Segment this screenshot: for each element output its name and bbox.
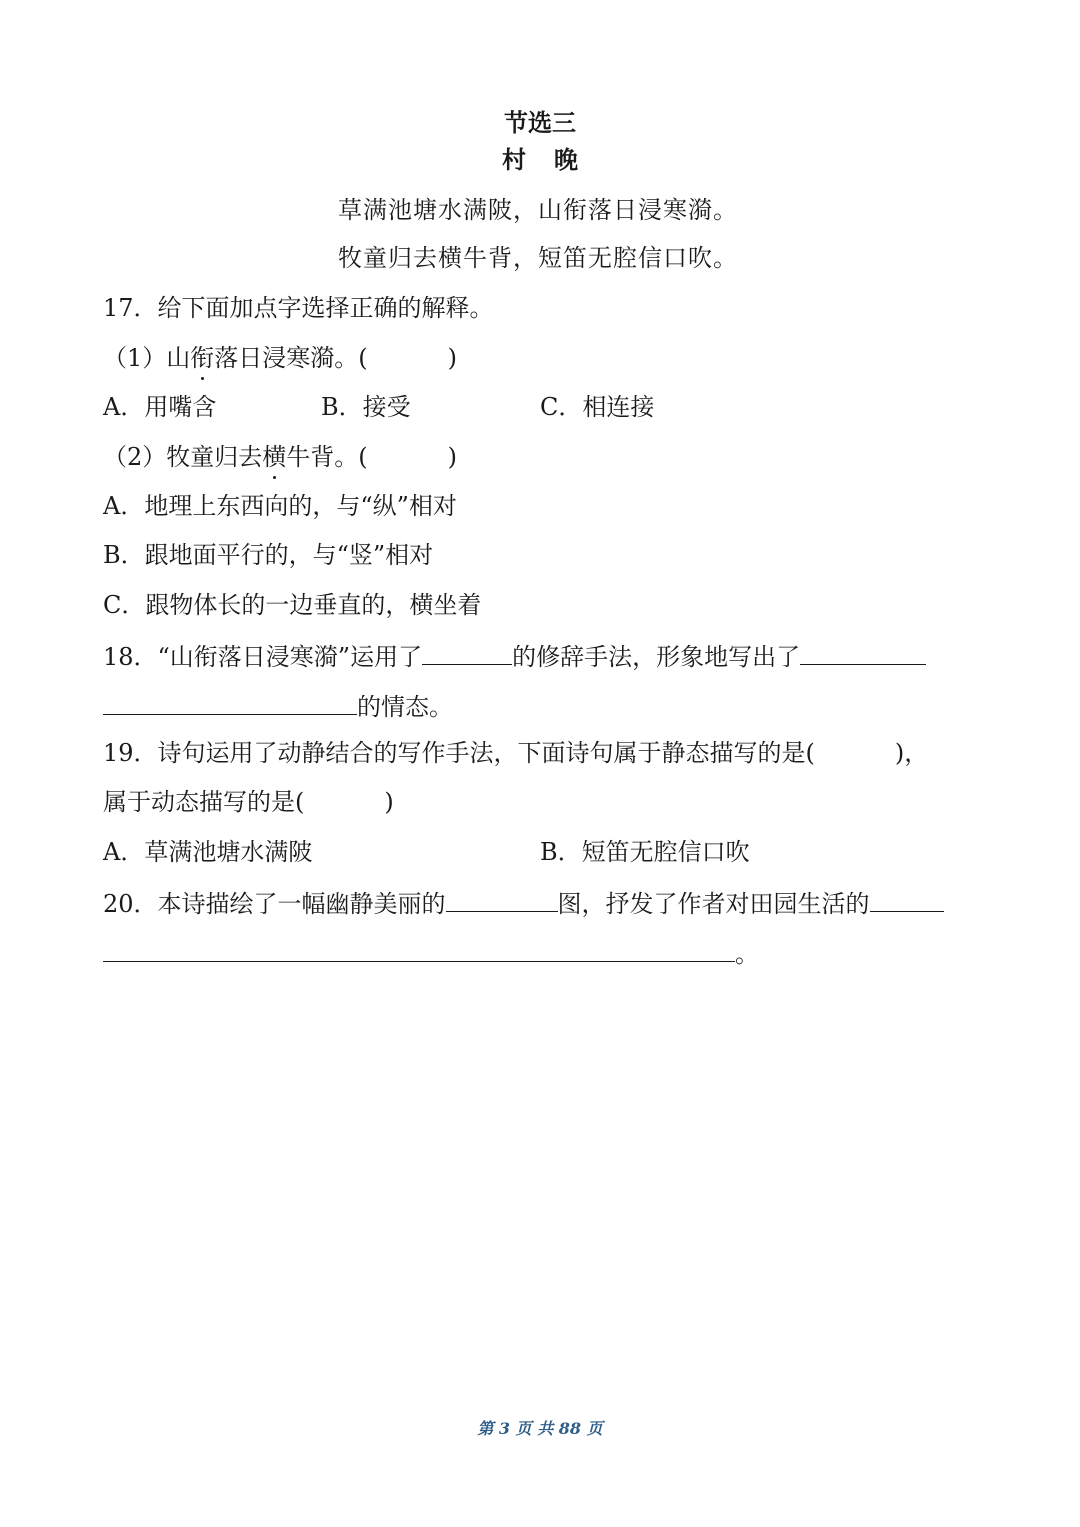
- option-a: A．地理上东西向的，与“纵”相对: [103, 492, 457, 520]
- sub1-text-pre: （1）山: [103, 344, 191, 372]
- option-a: A．草满池塘水满陂: [103, 838, 313, 866]
- emphasis-char-xian: 衔: [190, 344, 215, 372]
- q18-part2: 的修辞手法，形象地写出了: [512, 643, 801, 671]
- q20-part3: 。: [735, 940, 759, 968]
- option-b: B．接受: [321, 393, 411, 421]
- q20-part1: 20．本诗描绘了一幅幽静美丽的: [103, 890, 446, 918]
- q18-part3: 的情态。: [357, 693, 453, 721]
- q18-part1: 18．“山衔落日浸寒漪”运用了: [103, 643, 423, 671]
- sub1-close-paren: ): [447, 344, 458, 372]
- question-19-line-2: [103, 786, 394, 818]
- fill-blank[interactable]: [870, 885, 944, 912]
- option-b: B．跟地面平行的，与“竖”相对: [103, 541, 434, 569]
- question-17-stem: 17．给下面加点字选择正确的解释。: [103, 294, 494, 322]
- sub2-text-post: 牛背。(: [286, 443, 368, 471]
- question-17-sub1: [103, 342, 457, 374]
- question-17-sub2: [103, 441, 457, 473]
- option-c: C．跟物体长的一边垂直的，横坐着: [103, 591, 482, 619]
- option-c: C．相连接: [540, 393, 655, 421]
- option-a: A．用嘴含: [103, 393, 217, 421]
- poem-title: 村晚: [502, 145, 606, 174]
- q20-part2: 图，抒发了作者对田园生活的: [557, 890, 870, 918]
- fill-blank[interactable]: [103, 688, 357, 715]
- q19-line2-a: 属于动态描写的是(: [103, 788, 305, 816]
- emphasis-char-heng: 横: [262, 443, 287, 471]
- fill-blank[interactable]: [422, 638, 512, 665]
- sub1-text-post: 落日浸寒漪。(: [214, 344, 368, 372]
- question-20-line-1: [103, 885, 944, 920]
- fill-blank[interactable]: [800, 638, 926, 665]
- sub2-text-pre: （2）牧童归去: [103, 443, 263, 471]
- question-18-line-2: [103, 688, 453, 723]
- q19-line1-b: )，: [894, 739, 929, 767]
- option-b: B．短笛无腔信口吹: [540, 838, 750, 866]
- sub2-close-paren: ): [447, 443, 458, 471]
- poem-line-2: 牧童归去横牛背，短笛无腔信口吹。: [338, 244, 738, 272]
- fill-blank[interactable]: [103, 935, 735, 962]
- section-title: 节选三: [504, 109, 576, 137]
- question-20-line-2: [103, 935, 759, 970]
- question-18-line-1: [103, 638, 926, 673]
- poem-line-1: 草满池塘水满陂，山衔落日浸寒漪。: [338, 196, 738, 224]
- fill-blank[interactable]: [446, 885, 558, 912]
- q19-line2-b: ): [384, 788, 394, 816]
- question-19-line-1: [103, 737, 928, 769]
- q19-line1-a: 19．诗句运用了动静结合的写作手法，下面诗句属于静态描写的是(: [103, 739, 815, 767]
- page-footer: 第 3 页 共 88 页: [477, 1419, 603, 1438]
